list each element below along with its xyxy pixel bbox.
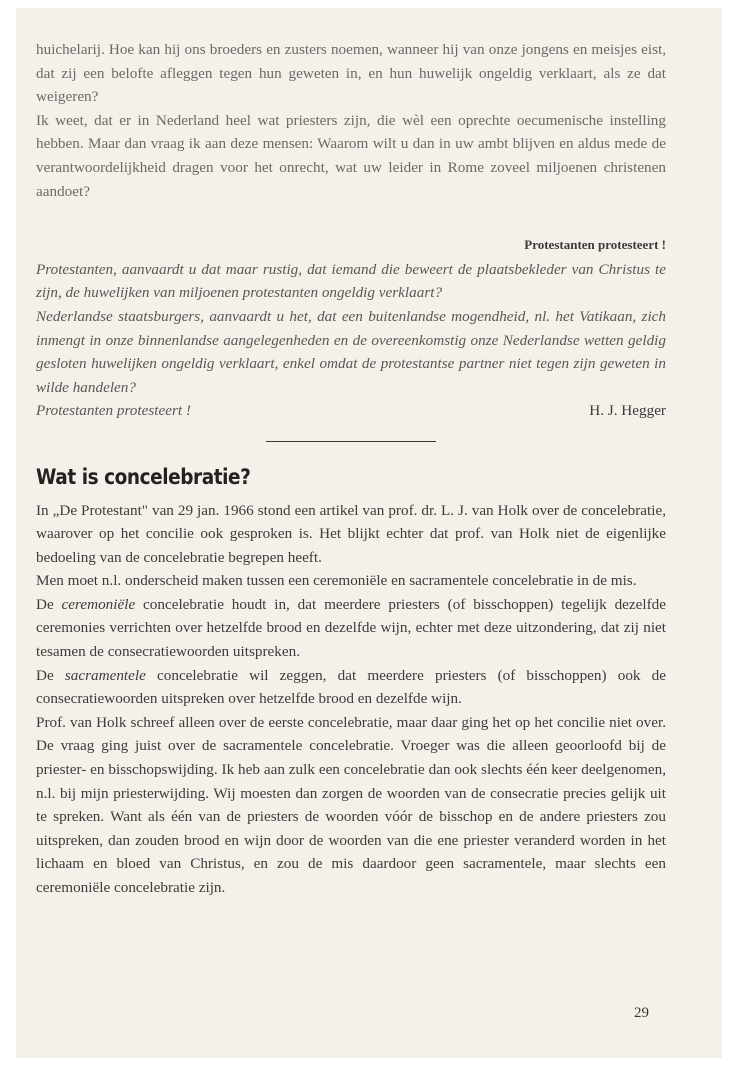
author-signature: H. J. Hegger <box>589 402 666 420</box>
ceremonial-term: ceremoniële <box>61 595 136 613</box>
p3-lead: De <box>36 595 62 613</box>
page-content <box>36 38 666 900</box>
intro-paragraph-2: Ik weet, dat er in Nederland heel wat priesters zijn, die wèl een oprechte oecumenische instelling hebben. Maar dan vraag ik aan deze mensen: Waarom wilt u dan in uw ambt blijven en aldus mede de verantwoordelijkheid dragen voor het onrecht, wat uw leider in Rome zoveel miljoenen christenen aandoet? <box>36 111 666 200</box>
article-paragraph-4 <box>36 664 666 711</box>
article-paragraph-1: In „De Protestant" van 29 jan. 1966 stond een artikel van prof. dr. L. J. van Holk over de concelebratie, waarover op het concilie ook gesproken is. Het blijkt echter dat prof. van Holk niet de eigenlijke bedoeling van de concelebratie begrepen heeft. <box>36 501 666 566</box>
sacramental-term: sacramentele <box>64 666 146 684</box>
closing-line: Protestanten protesteert ! <box>36 402 191 420</box>
section-divider <box>266 441 436 442</box>
article-paragraph-3 <box>36 593 666 664</box>
protest-heading: Protestanten protesteert ! <box>524 237 666 253</box>
closing-row <box>36 399 666 423</box>
page-number: 29 <box>634 1005 649 1021</box>
p4-rest: concelebratie wil zeggen, dat meerdere priesters (of bisschoppen) ook de consecratiewoorden uitspreken over hetzelfde brood en dezelfde wijn. <box>36 666 667 708</box>
article-paragraph-2: Men moet n.l. onderscheid maken tussen een ceremoniële en sacramentele concelebratie in de mis. <box>36 572 637 590</box>
p4-lead: De <box>36 666 65 684</box>
article-paragraph-5: Prof. van Holk schreef alleen over de eerste concelebratie, maar daar ging het op het concilie niet over. De vraag ging juist over de sacramentele concelebratie. Vroeger was die alleen geoorloofd bij de priester- en bisschopswijding. Ik heb aan zulk een concelebratie dan ook slechts één keer deelgenomen, n.l. bij mijn priesterwijding. Wij moesten dan zorgen de woorden van de consecratie precies gelijk uit te spreken. Want als één van de priesters de woorden vóór de bisschop en de andere priesters zou uitspreken, dan zouden brood en wijn door de woorden van die ene priester veranderd worden in het lichaam en bloed van Christus, en zou de mis daardoor geen sacramentele, maar slechts een ceremoniële concelebratie zijn. <box>36 713 666 896</box>
p3-rest: concelebratie houdt in, dat meerdere priesters (of bisschoppen) tegelijk dezelfde ceremonies verrichten over hetzelfde brood en dezelfde wijn, echter met deze uitzondering, dat zij niet tesamen de consecratiewoorden uitspreken. <box>36 595 666 661</box>
article-title: Wat is concelebratie? <box>36 464 251 489</box>
magazine-page <box>16 8 722 1058</box>
intro-paragraph-1: huichelarij. Hoe kan hij ons broeders en zusters noemen, wanneer hij van onze jongens en meisjes eist, dat zij een belofte afleggen tegen hun geweten in, en hun huwelijk ongeldig verklaart, als ze dat weigeren? <box>36 41 666 106</box>
protest-paragraph-1: Protestanten, aanvaardt u dat maar rustig, dat iemand die beweert de plaatsbekleder van Christus te zijn, de huwelijken van miljoenen protestanten ongeldig verklaart? <box>36 260 666 302</box>
protest-paragraph-2: Nederlandse staatsburgers, aanvaardt u het, dat een buitenlandse mogendheid, nl. het Vatikaan, zich inmengt in onze binnenlandse aangelegenheden en de overeenkomstig onze Nederlandse wetten geldig gesloten huwelijken ongeldig verklaart, enkel omdat de protestantse partner niet tegen zijn geweten in wilde handelen? <box>36 307 666 396</box>
